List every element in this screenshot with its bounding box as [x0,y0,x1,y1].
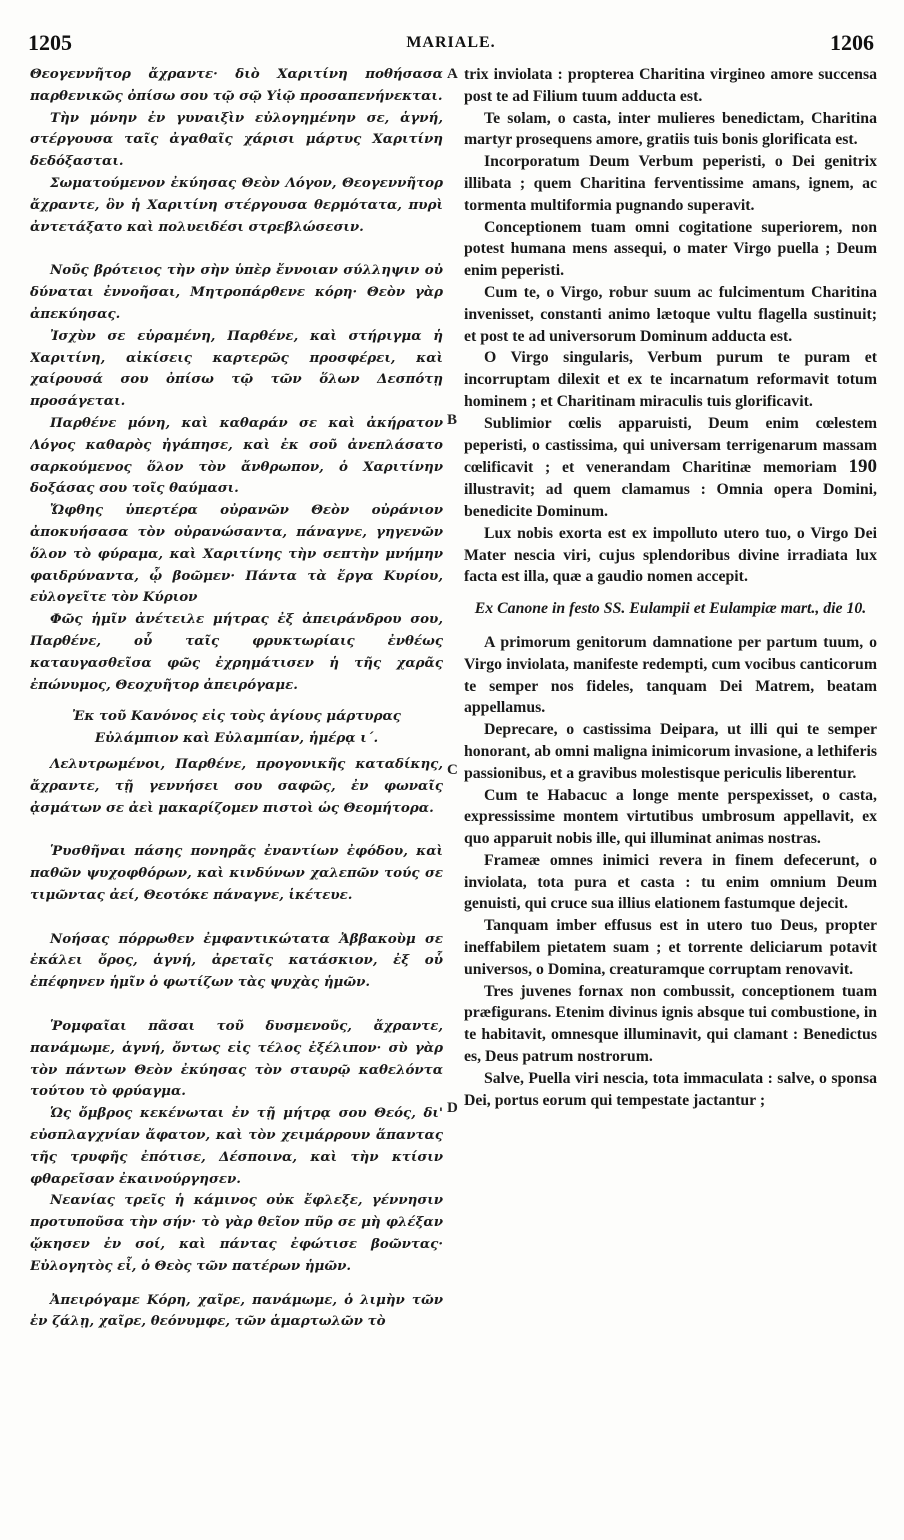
page-number-right: 1206 [830,30,874,55]
latin-paragraph: trix inviolata : propterea Charitina virgineo amore succensa post te ad Filium tuum adducta est. [464,66,877,105]
greek-paragraph: Νεανίας τρεῖς ἡ κάμινος οὐκ ἔφλεξε, γέννησιν προτυποῦσα τὴν σήν· τὸ γὰρ θεῖον πῦρ σε μὴ φλέξαν ᾤκησεν ἐν σοί, καὶ πάντας ἐφώτισε βοῶντας· Εὐλογητὸς εἶ, ὁ Θεὸς τῶν πατέρων ἡμῶν. [30,1192,443,1274]
latin-paragraph: Tres juvenes fornax non combussit, conceptionem tuam præfigurans. Etenim divinus ignis absque tui combustione, in te habitavit, omnesque illuminavit, qui clamant : Benedictus es, Deus patrum nostrorum. [464,982,877,1066]
margin-letter-b: B [447,412,458,428]
latin-paragraph: Cum te, o Virgo, robur suum ac fulcimentum Charitina invenisset, constanti animo lætoque vultu flagella sustinuit; et post te ad universorum Dominum adducta est. [464,283,877,345]
greek-paragraph: Ῥυσθῆναι πάσης πονηρᾶς ἐναντίων ἐφόδου, καὶ παθῶν ψυχοφθόρων, καὶ κινδύνων χαλεπῶν τούς σε τιμῶντας ἀεί, Θεοτόκε πάναγνε, ἱκέτευε. [30,843,443,903]
greek-paragraph: Νοήσας πόρρωθεν ἐμφαντικώτατα Ἀββακοὺμ σε ἐκάλει ὄρος, ἁγνή, ἀρεταῖς κατάσκιον, ἐξ οὗ ἐπέφηνεν ἡμῖν ὁ φωτίζων τὰς ψυχὰς ἡμῶν. [30,930,443,991]
latin-paragraph: Deprecare, o castissima Deipara, ut illi qui te semper honorant, ab omni maligna inimicorum invasione, a lethiferis passionibus, et a gravibus molestisque periculis liberentur. [464,721,877,782]
greek-column [30,64,443,1504]
greek-paragraph: Ὡς ὄμβρος κεκένωται ἐν τῇ μήτρᾳ σου Θεός, δι' εὐσπλαγχνίαν ἄφατον, καὶ τὸν χειμάρρουν ἅπαντας τῆς τρυφῆς ἐπότισε, Δέσποινα, καὶ τὴν κτίσιν φθαρεῖσαν ἐκαινούργησεν. [30,1105,443,1187]
column-number: 190 [848,456,877,478]
greek-paragraph: Παρθένε μόνη, καὶ καθαράν σε καὶ ἀκήρατον Λόγος καθαρὸς ἠγάπησε, καὶ ἐκ σοῦ ἀνεπλάσατο σαρκούμενος ὅλον τὸν ἄνθρωπον, ὁ Χαριτίνην δοξάσας σου τοῖς θαύμασι. [30,414,443,497]
latin-paragraph: Frameæ omnes inimici revera in finem defecerunt, o inviolata, tota pura et casta : tu enim omnium Deum genuisti, qui cruce sua illius elationem fastumque dejecit. [464,851,877,913]
latin-paragraph: Cum te Habacuc a longe mente perspexisset, o casta, expressissime montem virtutibus umbrosum appellavit, ex quo apparuit nobis ille, qui illuminat animas nostras. [464,786,877,848]
greek-paragraph: Ὤφθης ὑπερτέρα οὐρανῶν Θεὸν οὐράνιον ἀποκυήσασα τὸν οὐρανώσαντα, πάναγνε, γηγενῶν ὅλον τὸ φύραμα, καὶ Χαριτίνης τὴν σεπτὴν μνήμην φαιδρύναντα, ᾧ βοῶμεν· Πάντα τὰ ἔργα Κυρίου, εὐλογεῖτε τὸν Κύριον [30,502,443,606]
latin-section-heading: Ex Canone in festo SS. Eulampii et Eulampiæ mart., die 10. [474,600,867,618]
latin-paragraph: Incorporatum Deum Verbum peperisti, o Dei genitrix illibata ; quem Charitina ferventissime amans, ignem, ac tormenta multiformia pugnando superavit. [464,153,877,214]
latin-paragraph: Conceptionem tuam omni cogitatione superiorem, non potest humana mens assequi, o mater Virgo puella ; Deum enim peperisti. [464,218,877,280]
latin-paragraph: A primorum genitorum damnatione per partum tuum, o Virgo inviolata, manifeste redempti, cum vocibus canticorum te semper nos fideles, tanquam Dei Matrem, beatam appellamus. [464,633,877,717]
latin-paragraph: Te solam, o casta, inter mulieres benedictam, Charitina martyr prosequens amore, gratiis tuis bonis glorificata est. [464,109,877,149]
greek-paragraph: Φῶς ἡμῖν ἀνέτειλε μήτρας ἐξ ἀπειράνδρου σου, Παρθένε, οὗ ταῖς φρυκτωρίαις ἐνθέως καταυγασθεῖσα φῶς ἐχρημάτισεν ἡ τῆς χαρᾶς ἐπώνυμος, Θεοχυῆτορ ἀπειρόγαμε. [30,611,443,693]
running-title: MARIALE. [406,34,496,51]
page-number-left: 1205 [28,30,72,55]
latin-text: Sublimior cœlis apparuisti, Deum enim cœlestem peperisti, o castissima, qui universam terrigenarum massam cœlificavit ; et venerandam Charitinæ memoriam [464,414,877,477]
margin-letter-c: C [447,762,458,778]
greek-paragraph: Λελυτρωμένοι, Παρθένε, προγονικῆς καταδίκης, ἄχραντε, τῇ γεννήσει σου σαφῶς, ἐν φωναῖς ᾀσμάτων σε ἀεὶ μακαρίζομεν πιστοὶ ὡς Θεομήτορα. [30,755,443,816]
latin-text: illustravit; ad quem clamamus : Omnia opera Domini, benedicite Dominum. [464,481,877,520]
latin-paragraph: O Virgo singularis, Verbum purum te puram et incorruptam dilexit et ex te incarnatum reformavit totum hominem ; et Charitinam miraculis tuis glorificavit. [464,349,877,410]
greek-paragraph: Σωματούμενον ἐκύησας Θεὸν Λόγον, Θεογεννῆτορ ἄχραντε, ὃν ἡ Χαριτίνη στέργουσα θερμότατα, πυρὶ ἀντετάξατο καὶ πολυειδέσι στρεβλώσεσιν. [30,174,443,235]
page-header [28,30,874,60]
greek-section-heading: Ἐκ τοῦ Κανόνος εἰς τοὺς ἁγίους μάρτυρας Εὐλάμπιον καὶ Εὐλαμπίαν, ἡμέρᾳ ι΄. [72,708,401,747]
margin-letter-d: D [447,1100,458,1116]
latin-paragraph: Tanquam imber effusus est in utero tuo Deus, propter ineffabilem pietatem suam ; et torrente deliciarum potavit universos, o Domina, creaturamque corruptam renovavit. [464,917,877,978]
greek-paragraph: Ῥομφαῖαι πᾶσαι τοῦ δυσμενοῦς, ἄχραντε, πανάμωμε, ἁγνή, ὄντως εἰς τέλος ἐξέλιπον· σὺ γὰρ τὸν πάντων Θεὸν ἐκύησας τὸν σταυρῷ καθελόντα τούτου τὸ φρύαγμα. [30,1018,443,1100]
latin-paragraph: Salve, Puella viri nescia, tota immaculata : salve, o sponsa Dei, portus eorum qui tempestate jactantur ; [464,1069,877,1109]
greek-paragraph: Τὴν μόνην ἐν γυναιξὶν εὐλογημένην σε, ἁγνή, στέργουσα ταῖς ἀγαθαῖς χάρισι μάρτυς Χαριτίνη δεδόξασται. [30,109,443,170]
latin-paragraph: Lux nobis exorta est ex impolluto utero tuo, o Virgo Dei Mater nescia viri, cujus splendoribus divine irradiata lux facta est illa, quæ a gaudio nomen accepit. [464,524,877,586]
greek-paragraph: Νοῦς βρότειος τὴν σὴν ὑπὲρ ἔννοιαν σύλληψιν οὐ δύναται ἐννοῆσαι, Μητροπάρθενε κόρη· Θεὸν γὰρ ἀπεκύησας. [30,262,443,322]
greek-paragraph: Θεογεννῆτορ ἄχραντε· διὸ Χαριτίνη ποθήσασα παρθενικῶς ὀπίσω σου τῷ σῷ Υἱῷ προσαπενήνεκται. [30,66,443,104]
latin-column [464,64,877,1504]
latin-paragraph [464,413,877,523]
greek-paragraph: Ἰσχὺν σε εὑραμένη, Παρθένε, καὶ στήριγμα ἡ Χαριτίνη, αἰκίσεις καρτερῶς προσφέρει, καὶ χαίρουσά σου ὀπίσω τῷ τῶν ὅλων Δεσπότῃ προσάγεται. [30,327,443,410]
greek-paragraph: Ἀπειρόγαμε Κόρη, χαῖρε, πανάμωμε, ὁ λιμὴν τῶν ἐν ζάλῃ, χαῖρε, θεόνυμφε, τῶν ἁμαρτωλῶν τὸ [30,1291,443,1330]
margin-letter-a: A [447,66,458,82]
